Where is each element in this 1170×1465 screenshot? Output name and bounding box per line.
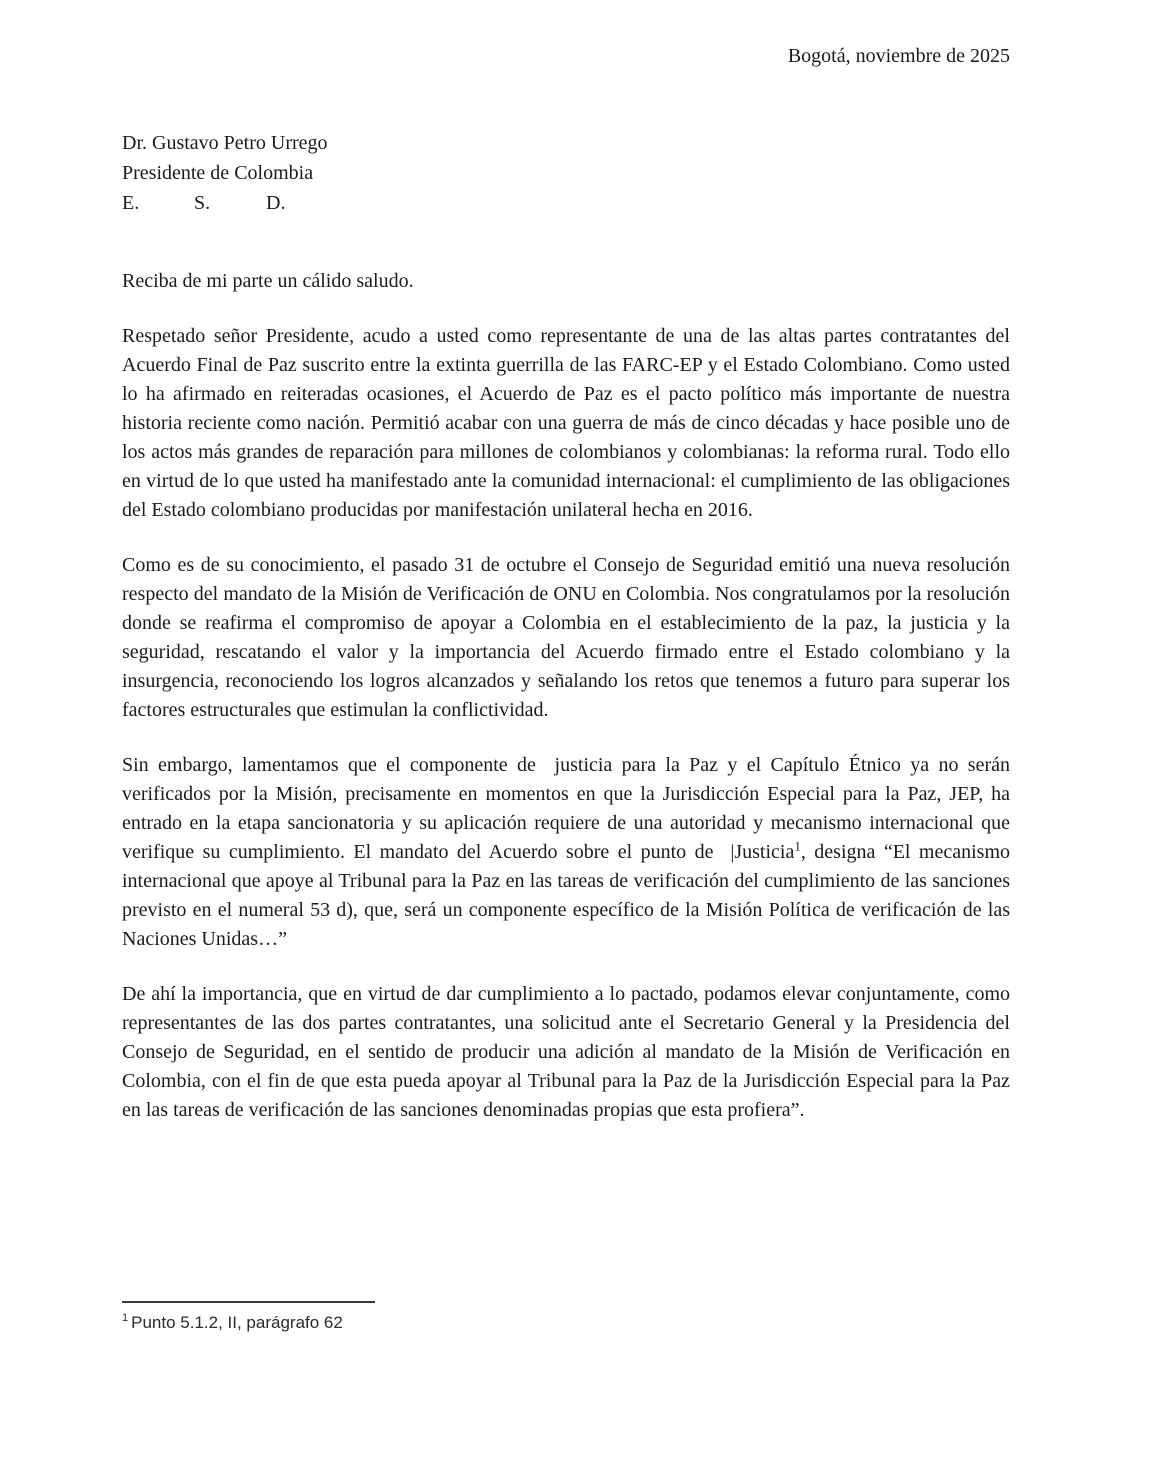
date-line: Bogotá, noviembre de 2025 bbox=[787, 45, 1010, 67]
recipient-title: Presidente de Colombia bbox=[122, 162, 314, 184]
paragraph-sin-embargo bbox=[122, 751, 1010, 954]
esd-line bbox=[122, 188, 1010, 218]
recipient-block bbox=[122, 128, 1010, 218]
footnote-line bbox=[122, 1312, 622, 1334]
footnote-text: Punto 5.1.2, II, parágrafo 62 bbox=[131, 1313, 343, 1332]
footnote-block bbox=[122, 1301, 622, 1334]
paragraph-sin-embargo-quote: , designa “El mecanismo internacional que apoye al Tribunal para la Paz en las tareas de verificación del cumplimiento de las sanciones previsto en el numeral 53 d), que, será un componente específico de la Misión Política de verificación de las Naciones Unidas…” bbox=[122, 841, 1011, 950]
footnote-separator-rule bbox=[122, 1301, 375, 1303]
paragraph-consejo-seguridad: Como es de su conocimiento, el pasado 31 de octubre el Consejo de Seguridad emitió una nueva resolución respecto del mandato de la Misión de Verificación de ONU en Colombia. Nos congratulamos por la resolución donde se reafirma el compromiso de apoyar a Colombia en el establecimiento de la paz, la justicia y la seguridad, rescatando el valor y la importancia del Acuerdo firmado entre el Estado colombiano y la insurgencia, reconociendo los logros alcanzados y señalando los retos que tenemos a futuro para superar los factores estructurales que estimulan la conflictividad. bbox=[122, 554, 1010, 721]
esd-letter-s: S. bbox=[194, 192, 211, 214]
letter-content bbox=[122, 0, 1010, 1125]
paragraph-sin-embargo-text: Sin embargo, lamentamos que el componente de justicia para la Paz y el Capítulo Étnico ya no serán verificados por la Misión, precisamente en momentos en que la Jurisdicción Especial para la Paz, JEP, ha entrado en la etapa sancionatoria y su aplicación requiere de una autoridad y mecanismo internacional que verifique su cumplimiento. El mandato del Acuerdo sobre el punto de |Justicia bbox=[122, 754, 1010, 863]
footnote-marker: 1 bbox=[122, 1312, 129, 1325]
esd-letter-d: D. bbox=[266, 192, 286, 214]
recipient-name: Dr. Gustavo Petro Urrego bbox=[122, 132, 328, 154]
greeting-line: Reciba de mi parte un cálido saludo. bbox=[122, 270, 414, 292]
paragraph-de-ahi-importancia: De ahí la importancia, que en virtud de dar cumplimiento a lo pactado, podamos elevar conjuntamente, como representantes de las dos partes contratantes, una solicitud ante el Secretario General y la Presidencia del Consejo de Seguridad, en el sentido de producir una adición al mandato de la Misión de Verificación en Colombia, con el fin de que esta pueda apoyar al Tribunal para la Paz de la Jurisdicción Especial para la Paz en las tareas de verificación de las sanciones denominadas propias que esta profiera”. bbox=[122, 983, 1010, 1121]
paragraph-respetado-presidente: Respetado señor Presidente, acudo a usted como representante de una de las altas partes contratantes del Acuerdo Final de Paz suscrito entre la extinta guerrilla de las FARC-EP y el Estado Colombiano. Como usted lo ha afirmado en reiteradas ocasiones, el Acuerdo de Paz es el pacto político más importante de nuestra historia reciente como nación. Permitió acabar con una guerra de más de cinco décadas y hace posible uno de los actos más grandes de reparación para millones de colombianos y colombianas: la reforma rural. Todo ello en virtud de lo que usted ha manifestado ante la comunidad internacional: el cumplimiento de las obligaciones del Estado colombiano producidas por manifestación unilateral hecha en 2016. bbox=[122, 325, 1010, 521]
footnote-reference-superscript: 1 bbox=[794, 838, 801, 854]
esd-letter-e: E. bbox=[122, 192, 140, 214]
